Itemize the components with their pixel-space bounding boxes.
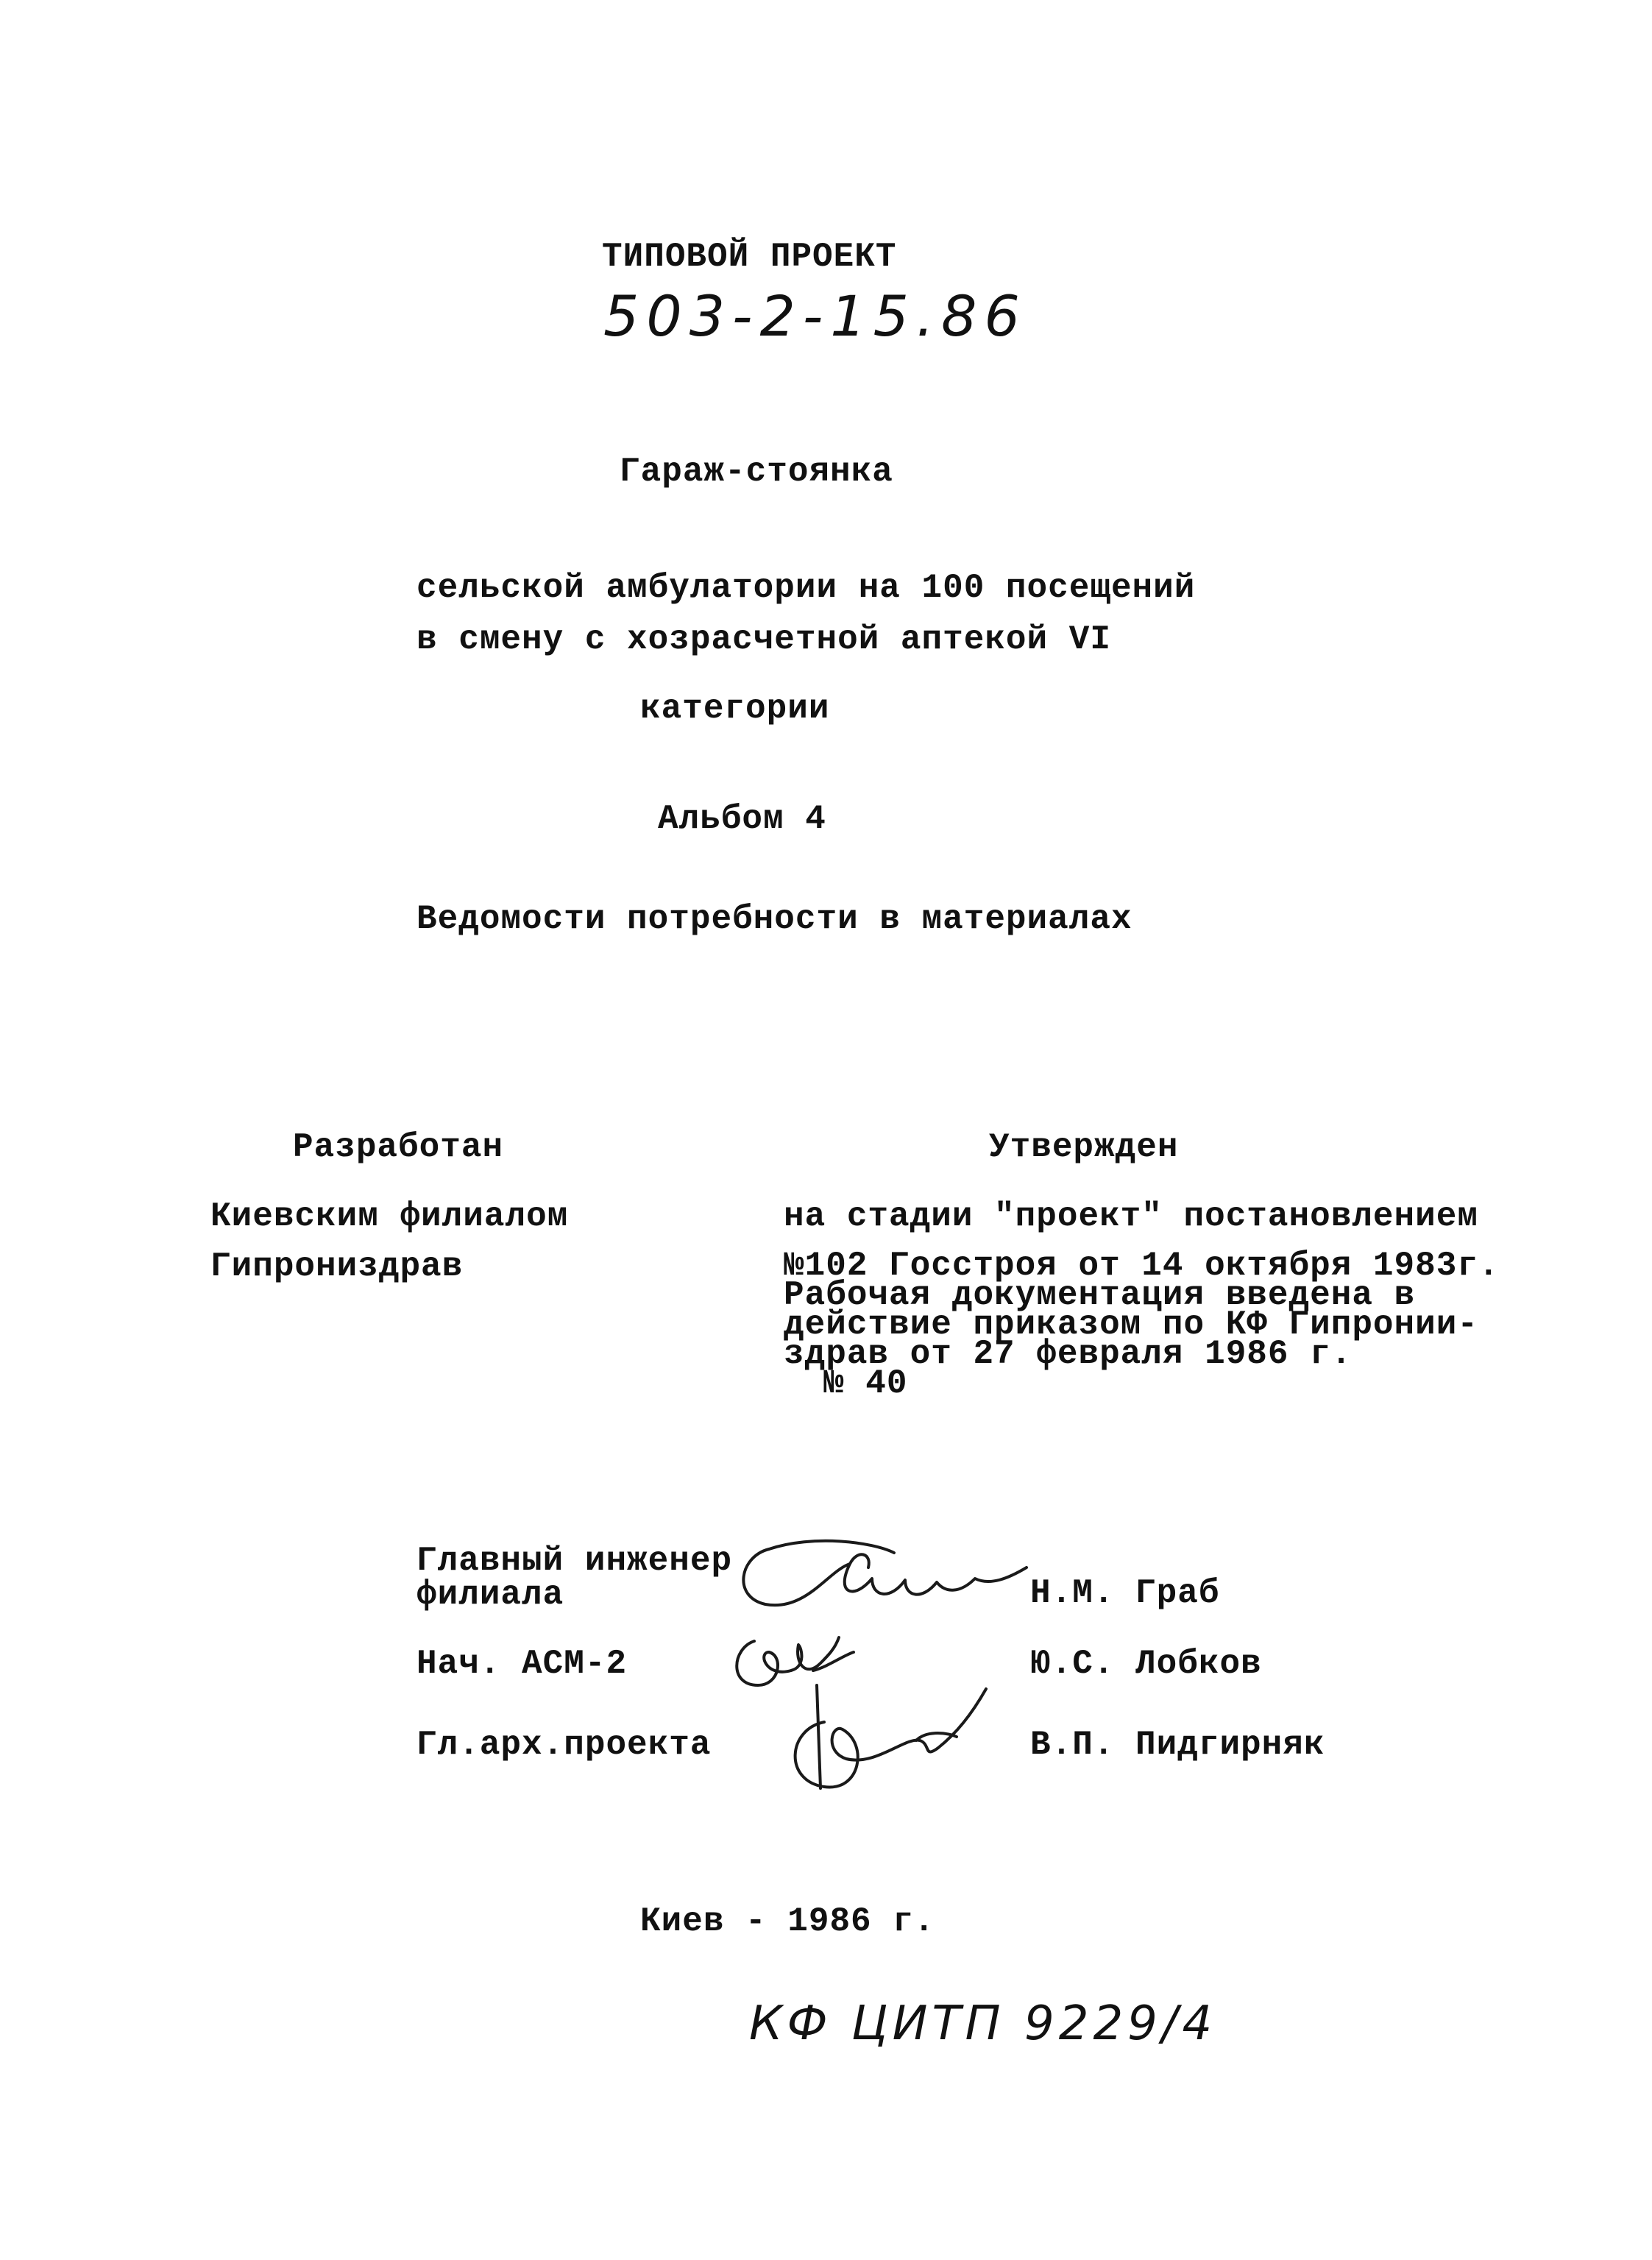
approved-line-3: Рабочая документация введена в	[784, 1276, 1416, 1314]
album-number: Альбом 4	[658, 800, 826, 838]
approved-line-2: №102 Госстроя от 14 октября 1983г.	[784, 1247, 1500, 1285]
description-line-3: категории	[640, 690, 830, 728]
signatory-2-name: Ю.С. Лобков	[1030, 1645, 1262, 1683]
archive-number: КФ ЦИТП 9229/4	[749, 1997, 1217, 2051]
album-subtitle: Ведомости потребности в материалах	[416, 900, 1132, 938]
approved-line-6: № 40	[823, 1364, 908, 1403]
signatory-1-title-line1: Главный инженер	[416, 1542, 733, 1580]
description-line-1: сельской амбулатории на 100 посещений	[416, 569, 1196, 607]
signature-graphic-3	[773, 1678, 993, 1803]
project-number: 503-2-15.86	[603, 283, 1027, 349]
document-title: Гараж-стоянка	[620, 453, 893, 491]
signature-graphic-1	[725, 1527, 1034, 1623]
description-line-2: в смену с хозрасчетной аптекой VI	[416, 620, 1111, 659]
developed-line-2: Гипрониздрав	[210, 1247, 464, 1286]
signatory-3-title: Гл.арх.проекта	[416, 1726, 712, 1764]
approved-details	[784, 1247, 1500, 1403]
signatory-1-title-line2: филиала	[416, 1576, 564, 1614]
signatory-3-name: В.П. Пидгирняк	[1030, 1726, 1325, 1764]
approved-line-1: на стадии "проект" постановлением	[784, 1197, 1478, 1236]
signatory-1-name: Н.М. Граб	[1030, 1574, 1220, 1612]
approved-line-5: здрав от 27 февраля 1986 г.	[784, 1335, 1353, 1373]
approved-line-4: действие приказом по КФ Гипронии-	[784, 1306, 1478, 1344]
developed-heading: Разработан	[293, 1128, 504, 1166]
city-year: Киев - 1986 г.	[640, 1902, 935, 1941]
signatory-2-title: Нач. АСМ-2	[416, 1645, 628, 1683]
series-title: ТИПОВОЙ ПРОЕКТ	[602, 238, 897, 276]
approved-heading: Утвержден	[989, 1128, 1179, 1166]
developed-line-1: Киевским филиалом	[210, 1197, 569, 1236]
